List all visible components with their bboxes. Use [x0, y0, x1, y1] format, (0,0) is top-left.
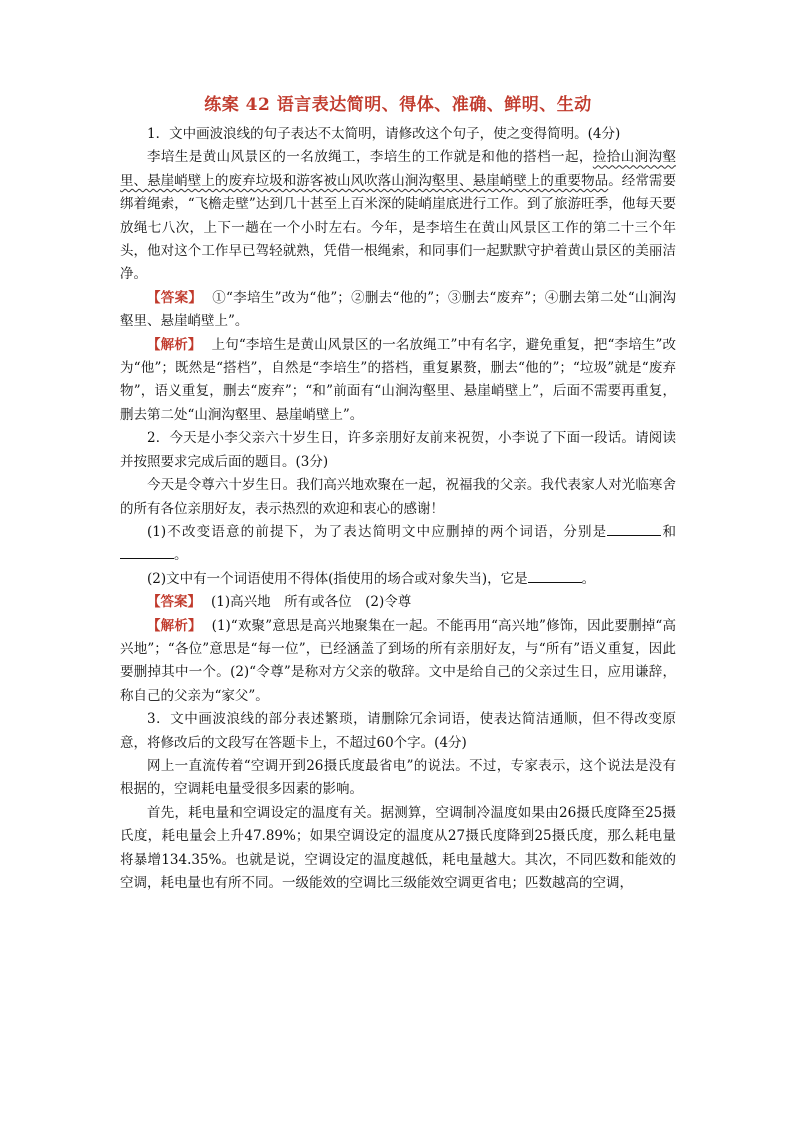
q1-wavy-sentence: 捡拾山涧沟壑里、悬崖峭壁上的废弃垃圾和游客被山风吹落山涧沟壑里、悬崖峭壁上的重要物品 [120, 149, 677, 189]
q1-stem: 1．文中画波浪线的句子表达不太简明，请修改这个句子，使之变得简明。(4分) [147, 126, 621, 142]
page-title: 练案 42 语言表达简明、得体、准确、鲜明、生动 [204, 95, 592, 115]
content-area [120, 93, 676, 895]
answer-label: 【答案】 [147, 594, 201, 611]
q2-sub1 [120, 521, 676, 568]
q1-answer-text: ①“李培生”改为“他”；②删去“他的”；③删去“废弃”；④删去第二处“山涧沟壑里、悬崖峭壁上”。 [120, 289, 676, 330]
q2-sub1-end: 。 [174, 547, 188, 564]
answer-blank-3[interactable] [528, 568, 582, 583]
q2-analysis-text: (1)“欢聚”意思是高兴地聚集在一起。不能再用“高兴地”修饰，因此要删掉“高兴地”；“各位”意思是“每一位”，已经涵盖了到场的所有亲朋好友，与“所有”语义重复，因此要删掉其中一个。(2)“令尊”是称对方父亲的敬辞。文中是给自己的父亲过生日，应用谦辞，称自己的父亲为“家父”。 [120, 617, 676, 704]
q3-paragraph-1: 网上一直流传着“空调开到26摄氏度最省电”的说法。不过，专家表示，这个说法是没有根据的，空调耗电量受很多因素的影响。 [120, 757, 676, 798]
q1-passage-a: 李培生是黄山风景区的一名放绳工，李培生的工作就是和他的搭档一起， [147, 149, 593, 166]
q1-passage-b: 。经常需要绑着绳索，“飞檐走壁”达到几十甚至上百米深的陡峭崖底进行工作。到了旅游旺季，他每天要放绳七八次，上下一趟在一个小时左右。今年，是李培生在黄山风景区工作的第二十三个年头，他对这个工作早已驾轻就熟，凭借一根绳索，和同事们一起默默守护着黄山景区的美丽洁净。 [120, 172, 676, 283]
q1-analysis-text: 上句“李培生是黄山风景区的一名放绳工”中有名字，避免重复，把“李培生”改为“他”；既然是“搭档”，自然是“李培生”的搭档，重复累赘，删去“他的”；“垃圾”就是“废弃物”，语义重复，删去“废弃”；“和”前面有“山涧沟壑里、悬崖峭壁上”，后面不需要再重复，删去第二处“山涧沟壑里、悬崖峭壁上”。 [120, 336, 677, 423]
q2-answer-text: (1)高兴地 所有或各位 (2)令尊 [211, 594, 412, 611]
q2-sub1-text: (1)不改变语意的前提下，为了表达简明文中应删掉的两个词语，分别是 [147, 523, 608, 540]
q3-stem: 3．文中画波浪线的部分表述繁琐，请删除冗余词语，使表达简洁通顺，但不得改变原意，将修改后的文段写在答题卡上，不超过60个字。(4分) [120, 711, 676, 751]
q2-answer [120, 591, 676, 614]
analysis-label: 【解析】 [147, 336, 202, 353]
answer-blank-2[interactable] [120, 544, 174, 559]
q2-sub2-text: (2)文中有一个词语使用不得体(指使用的场合或对象失当)，它是 [147, 570, 528, 587]
q3-paragraph-2: 首先，耗电量和空调设定的温度有关。据测算，空调制冷温度如果由26摄氏度降至25摄氏度，耗电量会上升47.89%；如果空调设定的温度从27摄氏度降到25摄氏度，那么耗电量将暴增134.35%。也就是说，空调设定的温度越低，耗电量越大。其次，不同匹数和能效的空调，耗电量也有所不同。一级能效的空调比三级能效空调更省电；匹数越高的空调， [120, 804, 676, 891]
q1-analysis [120, 334, 676, 428]
answer-label: 【答案】 [147, 289, 203, 306]
q2-sub2 [120, 568, 676, 591]
q1-answer [120, 287, 676, 334]
q2-passage: 今天是令尊六十岁生日。我们高兴地欢聚在一起，祝福我的父亲。我代表家人对光临寒舍的所有各位亲朋好友，表示热烈的欢迎和衷心的感谢！ [120, 477, 676, 517]
analysis-label: 【解析】 [147, 617, 202, 634]
answer-blank-1[interactable] [607, 521, 661, 536]
q2-stem: 2．今天是小李父亲六十岁生日，许多亲朋好友前来祝贺，小李说了下面一段话。请阅读并按照要求完成后面的题目。(3分) [120, 430, 676, 470]
q2-sub2-end: 。 [581, 570, 596, 587]
q2-analysis [120, 615, 676, 709]
q2-sub1-and: 和 [661, 523, 677, 540]
q1-passage [120, 146, 676, 286]
